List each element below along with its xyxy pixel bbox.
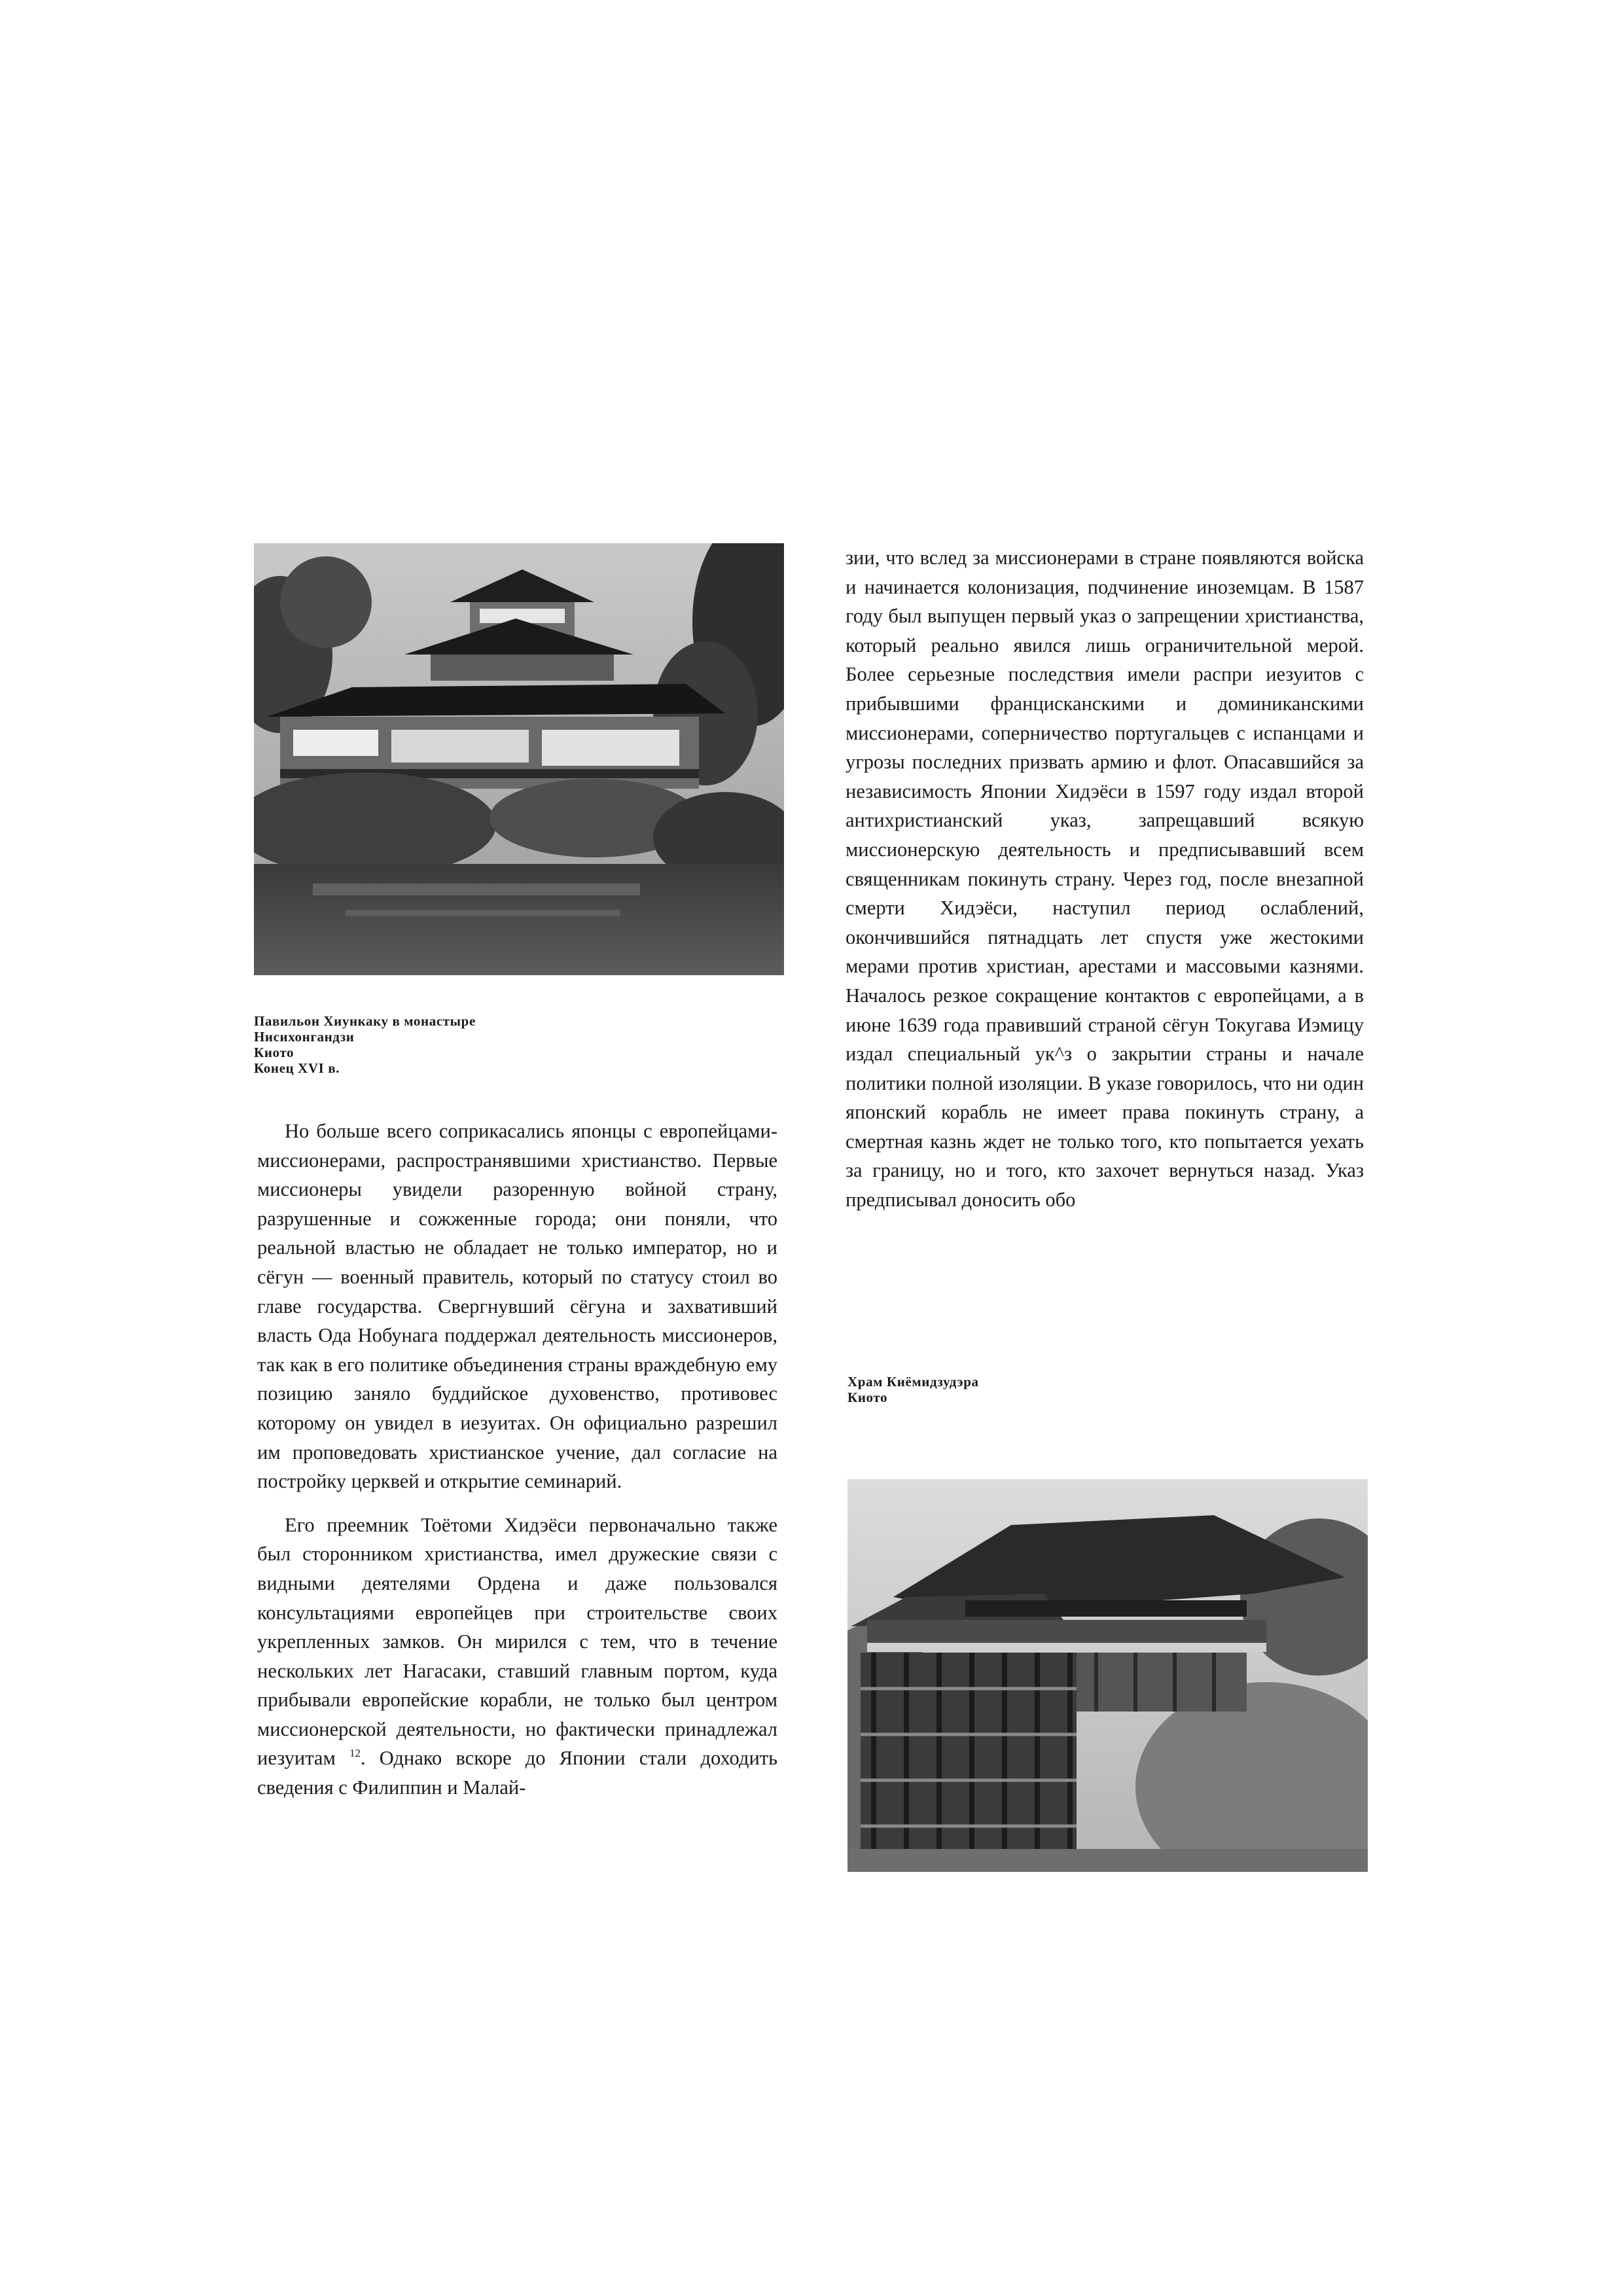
temple-photo — [847, 1479, 1368, 1872]
caption-line: Храм Киёмидзудэра — [847, 1374, 979, 1390]
footnote-ref[interactable]: 12 — [349, 1747, 361, 1760]
paragraph — [257, 1511, 777, 1803]
caption-line: Киото — [847, 1390, 888, 1405]
paragraph-text: . Однако вскоре до Японии стали доходить сведения с Филиппин и Малай- — [257, 1747, 778, 1799]
caption-line: Павильон Хиункаку в монастыре — [254, 1013, 476, 1029]
pavilion-photo-drawing — [254, 543, 784, 975]
temple-caption — [847, 1374, 979, 1405]
right-text-column — [846, 543, 1364, 1215]
paragraph: зии, что вслед за миссионерами в стране появляются войска и начинается колонизация, подчинение иноземцам. В 1587 году был выпущен первый указ о запрещении христианства, который реально явился лишь ограничительной мерой. Более серьезные последствия имели распри иезуитов с прибывшими францисканскими и доминиканскими миссионерами, соперничество португальцев с испанцами и угрозы последних призвать армию и флот. Опасавшийся за независимость Японии Хидэёси в 1597 году издал второй антихристианский указ, запрещавший всякую миссионерскую деятельность и предписывавший всем священникам покинуть страну. Через год, после внезапной смерти Хидэёси, наступил период ослаблений, окончившийся пятнадцать лет спустя уже жестокими мерами против христиан, арестами и массовыми казнями. Началось резкое сокращение контактов с европейцами, а в июне 1639 года правивший страной сёгун Токугава Иэмицу издал специальный ук^з о закрытии страны и начале политики полной изоляции. В указе говорилось, что ни один японский корабль не имеет права покинуть страну, а смертная казнь ждет не только того, кто попытается уехать за границу, но и того, кто захочет вернуться назад. Указ предписывал доносить обо — [846, 547, 1364, 1211]
temple-photo-drawing — [847, 1479, 1368, 1872]
pavilion-caption — [254, 1013, 476, 1076]
caption-line: Нисихонгандзи — [254, 1029, 355, 1045]
paragraph: Но больше всего соприкасались японцы с европейцами-миссионерами, распространявшими христианство. Первые миссионеры увидели разоренную войной страну, разрушенные и сожженные города; они поняли, что реальной властью не обладает не только император, но и сёгун — военный правитель, который по статусу стоил во главе государства. Свергнувший сёгуна и захвативший власть Ода Нобунага поддержал деятельность миссионеров, так как в его политике объединения страны враждебную ему позицию заняло буддийское духовенство, противовес которому он увидел в иезуитах. Он официально разрешил им проповедовать христианское учение, дал согласие на постройку церквей и открытие семинарий. — [257, 1120, 777, 1493]
caption-line: Конец XVI в. — [254, 1060, 340, 1076]
pavilion-photo — [254, 543, 784, 975]
caption-line: Киото — [254, 1045, 294, 1060]
left-text-column — [257, 1117, 777, 1803]
paragraph-text: Его преемник Тоётоми Хидэёси первоначально также был сторонником христианства, имел дружеские связи с видными деятелями Ордена и даже пользовался консультациями европейцев при строительстве своих укрепленных замков. Он мирился с тем, что в течение нескольких лет Нагасаки, ставший главным портом, куда прибывали европейские корабли, не только был центром миссионерской деятельности, но фактически принадлежал иезуитам — [257, 1513, 777, 1770]
